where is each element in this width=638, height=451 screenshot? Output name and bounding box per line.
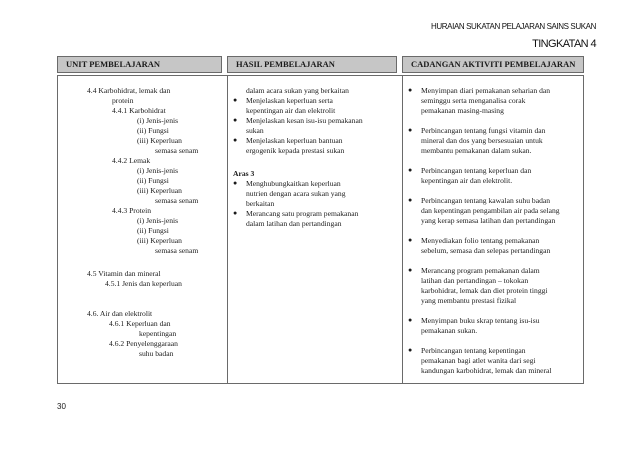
unit-line: semasa senam	[155, 246, 199, 255]
bullet-icon: ●	[233, 116, 238, 124]
unit-line: (i) Jenis-jenis	[137, 116, 179, 125]
unit-line: (iii) Keperluan	[137, 236, 182, 245]
activity-line: Perbincangan tentang kawalan suhu badan	[421, 196, 551, 205]
outcome-line: Menjelaskan keperluan bantuan	[246, 136, 343, 145]
unit-line: (i) Jenis-jenis	[137, 216, 179, 225]
activity-line: kepentingan air dan elektrolit.	[421, 176, 513, 185]
activity-line: pemakanan bagi atlet wanita dari segi	[421, 356, 536, 365]
unit-line: suhu badan	[139, 349, 174, 358]
unit-line: (iii) Keperluan	[137, 186, 182, 195]
column-header-unit: UNIT PEMBELAJARAN	[57, 56, 222, 73]
activity-line: Menyimpan buku skrap tentang isu-isu	[421, 316, 540, 325]
activity-line: mineral dan dos yang bersesuaian untuk	[421, 136, 543, 145]
activity-line: dan kepentingan pengambilan air pada selang	[421, 206, 560, 215]
page-number: 30	[57, 402, 66, 411]
activity-line: seminggu serta menganalisa corak	[421, 96, 526, 105]
column-header-outcome: HASIL PEMBELAJARAN	[227, 56, 397, 73]
activity-line: Merancang program pemakanan dalam	[421, 266, 540, 275]
unit-line: (ii) Fungsi	[137, 126, 169, 135]
activity-line: pemakanan masing-masing	[421, 106, 504, 115]
unit-line: (i) Jenis-jenis	[137, 166, 179, 175]
activity-line: yang membantu prestasi fizikal	[421, 296, 517, 305]
unit-line: 4.4 Karbohidrat, lemak dan	[87, 86, 171, 95]
unit-line: 4.6.1 Keperluan dan	[109, 319, 171, 328]
outcome-line: nutrien dengan acara sukan yang	[246, 189, 346, 198]
outcome-line: Menjelaskan kesan isu-isu pemakanan	[246, 116, 363, 125]
unit-line: semasa senam	[155, 146, 199, 155]
activity-line: membantu pemakanan dalam sukan.	[421, 146, 532, 155]
unit-line: semasa senam	[155, 196, 199, 205]
unit-line: 4.5 Vitamin dan mineral	[87, 269, 161, 278]
column-divider	[402, 75, 403, 384]
activity-line: pemakanan sukan.	[421, 326, 478, 335]
column-header-activity: CADANGAN AKTIVITI PEMBELAJARAN	[402, 56, 584, 73]
syllabus-table	[57, 56, 584, 384]
activity-line: kandungan karbohidrat, lemak dan mineral	[421, 366, 552, 375]
outcome-line: ergogenik kepada prestasi sukan	[246, 146, 345, 155]
unit-line: 4.6. Air dan elektrolit	[87, 309, 153, 318]
activity-line: Perbincangan tentang fungsi vitamin dan	[421, 126, 546, 135]
unit-line: 4.4.2 Lemak	[112, 156, 151, 165]
unit-line: 4.6.2 Penyelenggaraan	[109, 339, 178, 348]
unit-line: protein	[112, 96, 134, 105]
activity-line: Menyimpan diari pemakanan seharian dan	[421, 86, 551, 95]
form-level: TINGKATAN 4	[532, 38, 596, 50]
bullet-icon: ●	[408, 346, 413, 354]
unit-line: (ii) Fungsi	[137, 176, 169, 185]
unit-line: 4.4.3 Protein	[112, 206, 152, 215]
unit-line: (iii) Keperluan	[137, 136, 182, 145]
bullet-icon: ●	[408, 236, 413, 244]
bullet-icon: ●	[233, 179, 238, 187]
activity-line: latihan dan pertandingan – tokokan	[421, 276, 529, 285]
bullet-icon: ●	[233, 96, 238, 104]
activity-line: sebelum, semasa dan selepas pertandingan	[421, 246, 551, 255]
column-divider	[227, 75, 228, 384]
bullet-icon: ●	[233, 136, 238, 144]
activity-line: Menyediakan folio tentang pemakanan	[421, 236, 540, 245]
outcome-line: dalam latihan dan pertandingan	[246, 219, 342, 228]
bullet-icon: ●	[408, 196, 413, 204]
outcome-line: Menghubungkaitkan keperluan	[246, 179, 341, 188]
outcome-line: Menjelaskan keperluan serta	[246, 96, 333, 105]
outcome-line: dalam acara sukan yang berkaitan	[246, 86, 349, 95]
bullet-icon: ●	[408, 266, 413, 274]
document-title: HURAIAN SUKATAN PELAJARAN SAINS SUKAN	[431, 22, 596, 31]
unit-line: 4.4.1 Karbohidrat	[112, 106, 166, 115]
outcome-line: Merancang satu program pemakanan	[246, 209, 359, 218]
level-label: Aras 3	[233, 169, 255, 178]
outcome-line: sukan	[246, 126, 264, 135]
activity-line: karbohidrat, lemak dan diet protein tinggi	[421, 286, 548, 295]
bullet-icon: ●	[408, 316, 413, 324]
unit-line: kepentingan	[139, 329, 177, 338]
bullet-icon: ●	[233, 209, 238, 217]
activity-line: Perbincangan tentang keperluan dan	[421, 166, 532, 175]
activity-line: yang kerap semasa latihan dan pertandingan	[421, 216, 556, 225]
bullet-icon: ●	[408, 86, 413, 94]
unit-line: (ii) Fungsi	[137, 226, 169, 235]
bullet-icon: ●	[408, 126, 413, 134]
activity-line: Perbincangan tentang kepentingan	[421, 346, 526, 355]
bullet-icon: ●	[408, 166, 413, 174]
outcome-line: kepentingan air dan elektrolit	[246, 106, 336, 115]
unit-line: 4.5.1 Jenis dan keperluan	[105, 279, 182, 288]
outcome-line: berkaitan	[246, 199, 275, 208]
